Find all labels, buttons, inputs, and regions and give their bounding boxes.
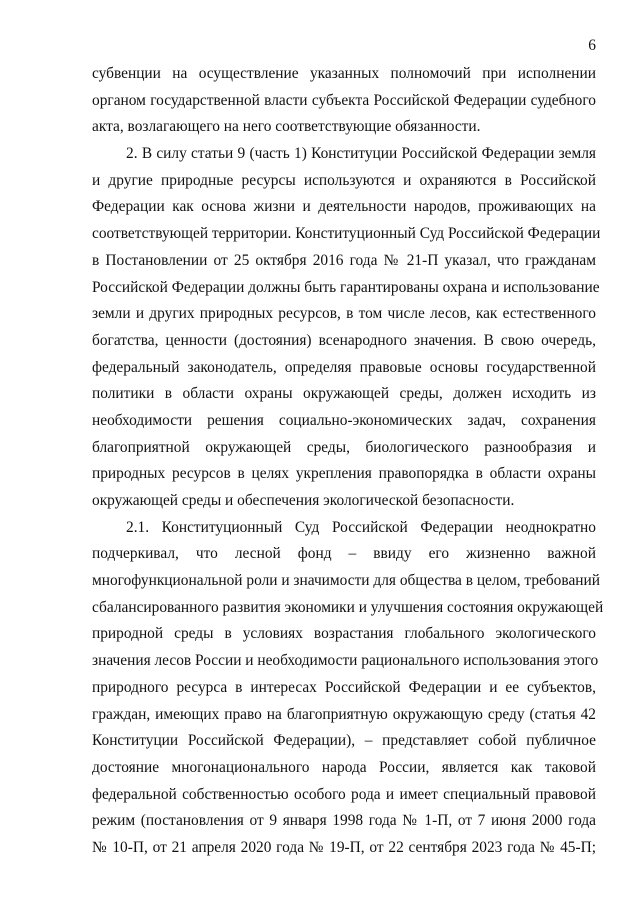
text-line: необходимости решения социально-экономических задач, сохранения bbox=[92, 411, 596, 429]
text-line: и другие природные ресурсы используются и охраняются в Российской bbox=[92, 171, 596, 189]
text-line: многофункциональной роли и значимости для общества в целом, требований bbox=[92, 572, 600, 590]
text-line: акта, возлагающего на него соответствующие обязанности. bbox=[92, 118, 481, 136]
text-line: окружающей среды и обеспечения экологической безопасности. bbox=[92, 492, 515, 509]
text-line: политики в области охраны окружающей среды, должен исходить из bbox=[92, 385, 596, 403]
text-line: достояние многонационального народа России, является как таковой bbox=[92, 758, 596, 776]
text-line: подчеркивал, что лесной фонд – ввиду его жизненно важной bbox=[92, 545, 596, 563]
text-line: Конституции Российской Федерации), – представляет собой публичное bbox=[92, 732, 596, 750]
text-line: режим (постановления от 9 января 1998 года № 1-П, от 7 июня 2000 года bbox=[92, 812, 596, 830]
text-line: Федерации как основа жизни и деятельности народов, проживающих на bbox=[92, 198, 596, 216]
text-line: 2.1. Конституционный Суд Российской Федерации неоднократно bbox=[126, 518, 596, 536]
text-line: природного ресурса в интересах Российской Федерации и ее субъектов, bbox=[92, 678, 596, 696]
text-line: Российской Федерации должны быть гарантированы охрана и использование bbox=[92, 278, 600, 296]
text-line: в Постановлении от 25 октября 2016 года № 21-П указал, что гражданам bbox=[92, 251, 596, 269]
text-line: природной среды в условиях возрастания глобального экологического bbox=[92, 625, 596, 643]
text-line: федеральный законодатель, определяя правовые основы государственной bbox=[92, 358, 596, 376]
text-line: субвенции на осуществление указанных полномочий при исполнении bbox=[92, 65, 596, 82]
text-line: сбалансированного развития экономики и улучшения состояния окружающей bbox=[92, 598, 604, 616]
text-line: федеральной собственностью особого рода и имеет специальный правовой bbox=[92, 785, 596, 803]
text-line: земли и других природных ресурсов, в том числе лесов, как естественного bbox=[92, 305, 596, 323]
text-line: природных ресурсов в целях укрепления правопорядка в области охраны bbox=[92, 465, 596, 483]
text-line: богатства, ценности (достояния) всенародного значения. В свою очередь, bbox=[92, 331, 596, 349]
text-line: 2. В силу статьи 9 (часть 1) Конституции Российской Федерации земля bbox=[126, 145, 596, 163]
text-line: благоприятной окружающей среды, биологического разнообразия и bbox=[92, 438, 596, 456]
page-number: 6 bbox=[588, 37, 596, 54]
text-line: органом государственной власти субъекта Российской Федерации судебного bbox=[92, 91, 596, 109]
text-line: значения лесов России и необходимости рационального использования этого bbox=[92, 652, 599, 670]
text-line: соответствующей территории. Конституционный Суд Российской Федерации bbox=[92, 225, 601, 243]
document-body bbox=[92, 61, 604, 862]
text-line: № 10-П, от 21 апреля 2020 года № 19-П, от 22 сентября 2023 года № 45-П; bbox=[92, 838, 596, 856]
text-line: граждан, имеющих право на благоприятную окружающую среду (статья 42 bbox=[92, 705, 596, 723]
